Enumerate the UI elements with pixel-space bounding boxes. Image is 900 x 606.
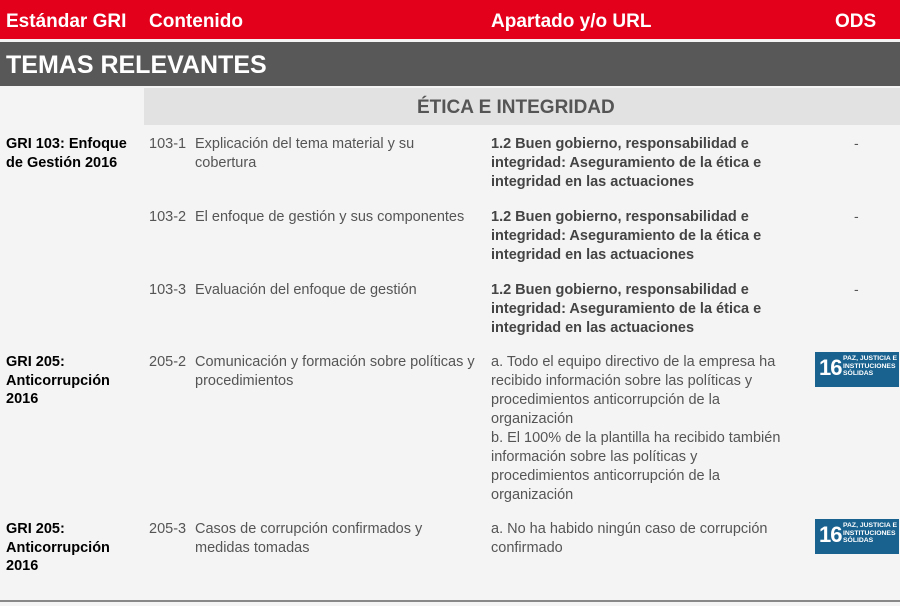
row-3-ods: - — [854, 281, 859, 297]
header-content: Contenido — [149, 11, 243, 32]
header-section: Apartado y/o URL — [491, 11, 652, 32]
ods-16-badge — [815, 352, 899, 387]
header-standard: Estándar GRI — [6, 11, 127, 32]
section-title: TEMAS RELEVANTES — [6, 51, 267, 79]
row-1-standard: GRI 103: Enfoque de Gestión 2016 — [6, 136, 127, 171]
row-4-standard: GRI 205: Anticorrupción 2016 — [6, 354, 110, 407]
ods-16-label: PAZ, JUSTICIA E INSTITUCIONES SÓLIDAS — [843, 355, 898, 377]
ods-16-number: 16 — [819, 355, 842, 380]
row-5-code: 205-3 — [149, 521, 187, 537]
row-3-section: 1.2 Buen gobierno, responsabilidad e integridad: Aseguramiento de la ética e integridad en las actuaciones — [491, 282, 762, 336]
ods-16-label: PAZ, JUSTICIA E INSTITUCIONES SÓLIDAS — [843, 522, 898, 544]
row-3-content: Evaluación del enfoque de gestión — [195, 282, 417, 298]
row-2-section: 1.2 Buen gobierno, responsabilidad e integridad: Aseguramiento de la ética e integridad en las actuaciones — [491, 209, 762, 263]
row-4-content: Comunicación y formación sobre políticas y procedimientos — [195, 354, 475, 389]
row-4-code: 205-2 — [149, 354, 187, 370]
row-4-section-a: a. Todo el equipo directivo de la empresa ha recibido información sobre las políticas y procedimientos anticorrupción de la organización — [491, 354, 776, 427]
row-5-section: a. No ha habido ningún caso de corrupción confirmado — [491, 521, 768, 556]
row-5-content: Casos de corrupción confirmados y medidas tomadas — [195, 521, 423, 556]
section-band — [0, 42, 900, 86]
table-bottom-rule — [0, 600, 900, 602]
row-5-standard: GRI 205: Anticorrupción 2016 — [6, 521, 110, 574]
row-1-section: 1.2 Buen gobierno, responsabilidad e integridad: Aseguramiento de la ética e integridad en las actuaciones — [491, 136, 762, 190]
subsection-title: ÉTICA E INTEGRIDAD — [417, 97, 615, 118]
table-header — [0, 0, 900, 39]
row-2-ods: - — [854, 208, 859, 224]
row-4-section-b: b. El 100% de la plantilla ha recibido también información sobre las políticas y procedimientos anticorrupción de la organización — [491, 430, 781, 503]
ods-16-number: 16 — [819, 522, 842, 547]
row-1-ods: - — [854, 135, 859, 151]
row-1-code: 103-1 — [149, 136, 187, 152]
row-2-code: 103-2 — [149, 209, 187, 225]
subsection-band — [144, 88, 900, 125]
ods-16-badge — [815, 519, 899, 554]
row-2-content: El enfoque de gestión y sus componentes — [195, 209, 465, 225]
header-ods: ODS — [835, 11, 877, 32]
row-3-code: 103-3 — [149, 282, 187, 298]
row-1-content: Explicación del tema material y su cobertura — [195, 136, 415, 171]
